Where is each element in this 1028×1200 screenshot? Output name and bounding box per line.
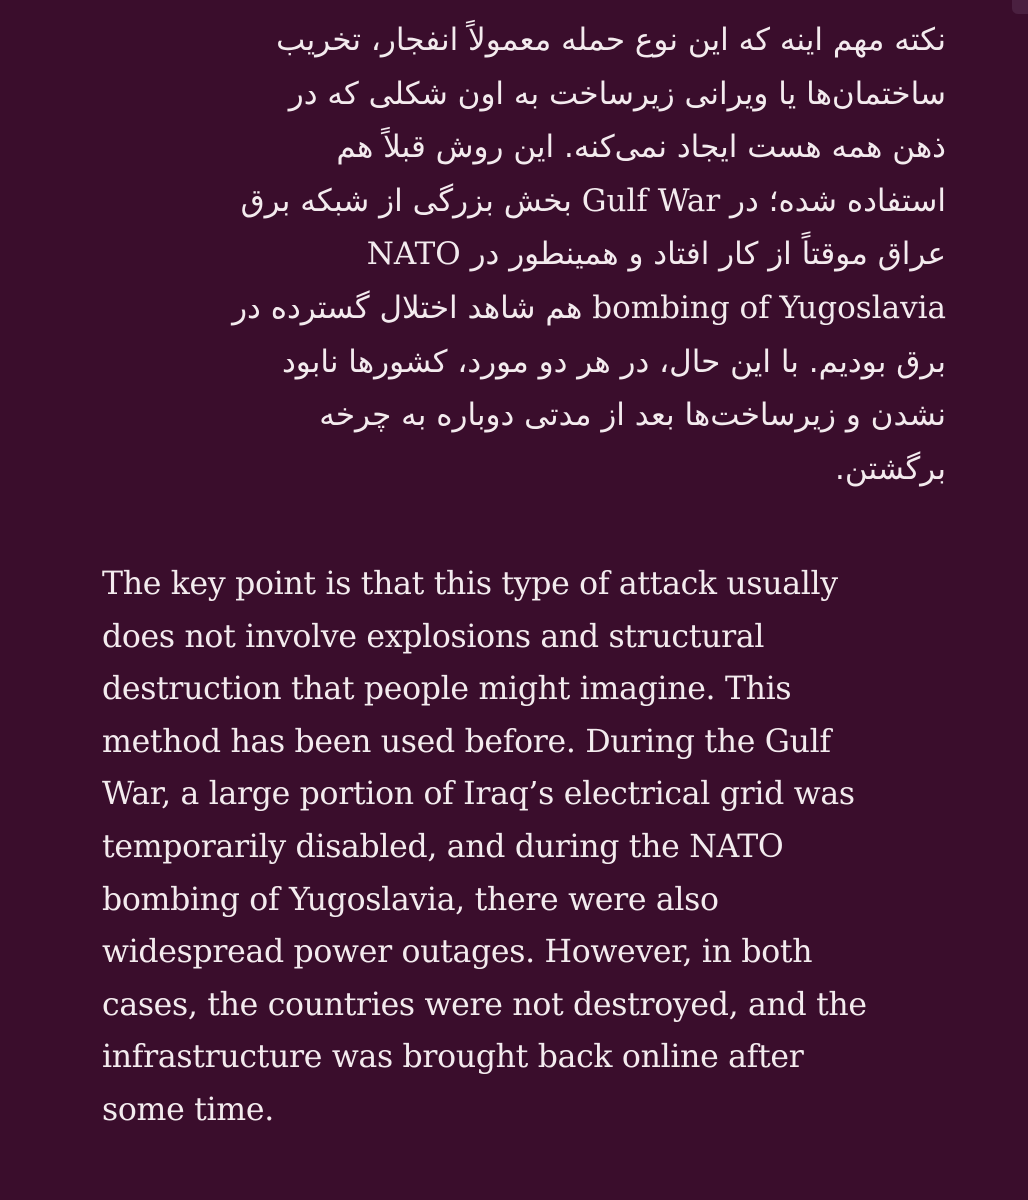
english-line: method has been used before. During the Gulf (102, 723, 831, 760)
english-line: infrastructure was brought back online after (102, 1039, 804, 1076)
scroll-indicator[interactable] (1012, 0, 1028, 14)
english-line: The key point is that this type of attack usually (102, 566, 838, 602)
persian-line: استفاده شده؛ در Gulf War بخش بزرگی از شبکه برق (240, 182, 946, 219)
persian-line: برگشتن. (835, 450, 946, 487)
english-paragraph (102, 558, 962, 1137)
persian-line: عراق موقتاً از کار افتاد و همینطور در NATO (366, 236, 946, 273)
english-line: some time. (102, 1091, 274, 1128)
persian-line: برق بودیم. با این حال، در هر دو مورد، کشورها نابود (281, 343, 946, 380)
persian-line: نشدن و زیرساخت‌ها بعد از مدتی دوباره به چرخه (319, 397, 946, 434)
inline-english-term: bombing of Yugoslavia (592, 289, 946, 326)
persian-line: نکته مهم اینه که این نوع حمله معمولاً انفجار، تخریب (276, 22, 946, 58)
inline-english-term: NATO (366, 236, 461, 273)
english-line: destruction that people might imagine. This (102, 671, 792, 708)
english-line: widespread power outages. However, in both (102, 934, 813, 971)
english-line: temporarily disabled, and during the NATO (102, 828, 784, 865)
persian-line: ساختمان‌ها یا ویرانی زیرساخت به اون شکلی که در (288, 75, 946, 112)
persian-line: bombing of Yugoslavia هم شاهد اختلال گسترده در (232, 289, 946, 326)
inline-english-term: Gulf War (581, 182, 721, 219)
english-line: War, a large portion of Iraq’s electrical grid was (102, 776, 855, 813)
persian-paragraph (100, 14, 946, 496)
english-line: cases, the countries were not destroyed, and the (102, 986, 867, 1023)
english-line: does not involve explosions and structural (102, 618, 765, 655)
english-line: bombing of Yugoslavia, there were also (102, 881, 719, 918)
persian-line: ذهن همه هست ایجاد نمی‌کنه. این روش قبلاً هم (336, 129, 946, 166)
